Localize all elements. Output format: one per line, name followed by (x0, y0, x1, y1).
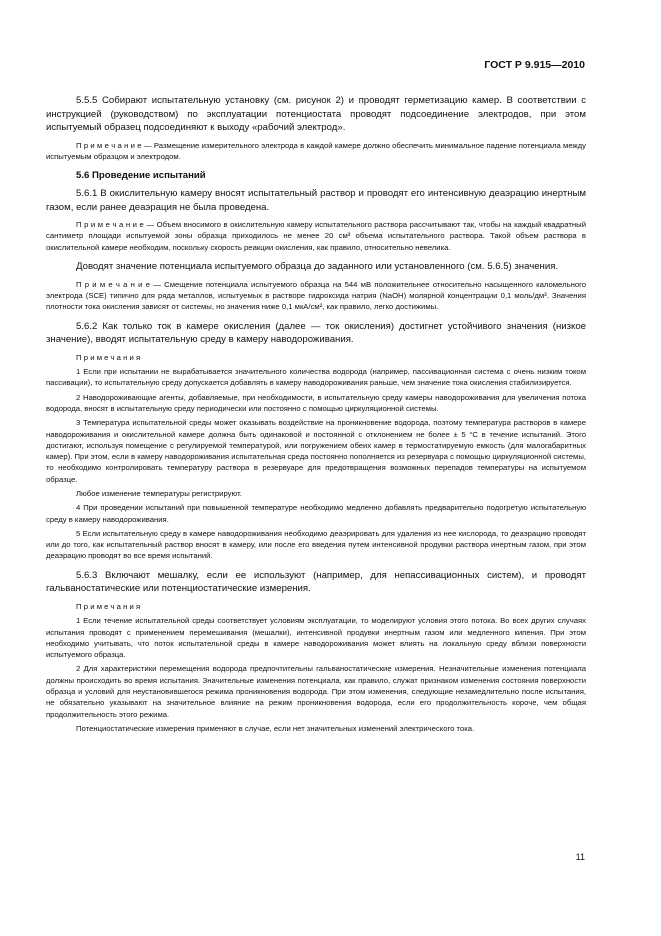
document-body (46, 94, 586, 737)
note-item: 4 При проведении испытаний при повышенной температуре необходимо медленно добавлять предварительно подогретую испытательную среду в камеру наводороживания. (46, 503, 586, 524)
note: П р и м е ч а н и е — Размещение измерительного электрода в каждой камере должно обеспечить минимальное падение потенциала между испытуемым образцом и электродом. (46, 140, 586, 162)
paragraph-5-6-3: 5.6.3 Включают мешалку, если ее используют (например, для непассивационных систем), и проводят гальваностатические или потенциостатические измерения. (46, 569, 586, 595)
paragraph-5-6-1: 5.6.1 В окислительную камеру вносят испытательный раствор и проводят его интенсивную деаэрацию инертным газом, если ранее деаэрация не была проведена. (46, 187, 586, 213)
document-header: ГОСТ Р 9.915—2010 (484, 59, 585, 71)
paragraph-5-6-2: 5.6.2 Как только ток в камере окисления (далее — ток окисления) достигнет устойчивого значения (низкое значение), вводят испытательную среду в камеру наводороживания. (46, 320, 586, 346)
paragraph-5-5-5: 5.5.5 Собирают испытательную установку (см. рисунок 2) и проводят герметизацию камер. В соответствии с инструкцией (руководством) по эксплуатации потенциостата проводят подсоединение электродов, при этом испытуемый образец подсоединяют к выходу «рабочий электрод». (46, 95, 586, 134)
section-heading: 5.6 Проведение испытаний (76, 170, 206, 182)
notes-heading: Примечания (76, 352, 143, 362)
note-item: 3 Температура испытательной среды может оказывать воздействие на проникновение водорода, поэтому температура растворов в камере наводороживания и окислительной камере должна быть одинаковой и постоянной с отклонением не более ± 5 °C в течение испытаний. Этого достигают, используя помещение с регулируемой температурой, или погружением обеих камер в термостатируемую емкость (для малогабаритных камер). При этом, если в камеру наводороживания испытательная среда постоянно пополняется из резервуара с помощью циркуляционной системы, то необходимо контролировать температуру раствора в резервуаре для предотвращения возможных перепадов температуры на испытуемом образце. (46, 418, 586, 484)
note-item: 1 Если при испытании не вырабатывается значительного количества водорода (например, пассивационная система с очень низким током пассивации), то испытательную среду допускается добавлять в камеру наводороживания раньше, чем значение тока окисления стабилизируется. (46, 367, 586, 388)
note-item: 2 Для характеристики перемещения водорода предпочтительны гальваностатические измерения. Незначительные изменения потенциала должны происходить во время испытания. Значительные изменения потенциала, как правило, служат признаком изменения состояния поверхности образца и условий для неустановившегося режима проникновения водорода. При этом изменения, следующие незамедлительно после испытания, не обязательно указывают на значительное влияние на режим проникновения водорода, если его продолжительность короче, чем общая продолжительность этого режима. (46, 664, 586, 719)
page-number: 11 (575, 852, 585, 862)
paragraph: Доводят значение потенциала испытуемого образца до заданного или установленного (см. 5.6.5) значения. (76, 261, 559, 273)
note: П р и м е ч а н и е — Объем вносимого в окислительную камеру испытательного раствора рассчитывают так, чтобы на каждый квадратный сантиметр площади испытуемой зоны образца приходилось не менее 20 см³ объема испытательного раствора. Такой объем раствора в окислительной камере необходим, поскольку скорость реакции окисления, как правило, относительно невелика. (46, 220, 586, 252)
note-item: Любое изменение температуры регистрируют. (76, 488, 242, 498)
note-item: 2 Наводороживающие агенты, добавляемые, при необходимости, в испытательную среду камеры наводороживания для увеличения потока водорода, вносят в испытательную среду периодически или постоянно с помощью циркуляционной системы. (46, 392, 586, 413)
note: П р и м е ч а н и е — Смещение потенциала испытуемого образца на 544 мВ положительнее относительно насыщенного каломельного электрода (SCE) типично для ряда металлов, испытуемых в растворе гидроксида натрия (NaOH) молярной концентрации 0,1 моль/дм³. Значения плотности тока окисления зависят от системы, но значения ниже 0,1 мкА/см², как правило, легко достижимы. (46, 279, 586, 312)
note-item: Потенциостатические измерения применяют в случае, если нет значительных изменений электрического тока. (76, 723, 475, 733)
note-item: 5 Если испытательную среду в камере наводороживания необходимо деаэрировать для удаления из нее кислорода, то деаэрацию проводят или до того, как испытательный раствор вносят в камеру, или после его введения путем интенсивной продувки раствора инертным газом, при этом деаэрацию проводят во все время испытаний. (46, 528, 586, 561)
note-item: 1 Если течение испытательной среды соответствует условиям эксплуатации, то моделируют условия этого потока. Во всех других случаях испытания проводят с применением перемешивания (мешалки), интенсивной продувки инертным газом или медленного кипения. При этом необходимо учитывать, что поток испытательной среды в камере наводороживания может влиять на локальную среду вблизи поверхности испытуемого образца. (46, 616, 586, 660)
notes-heading: Примечания (76, 601, 143, 611)
